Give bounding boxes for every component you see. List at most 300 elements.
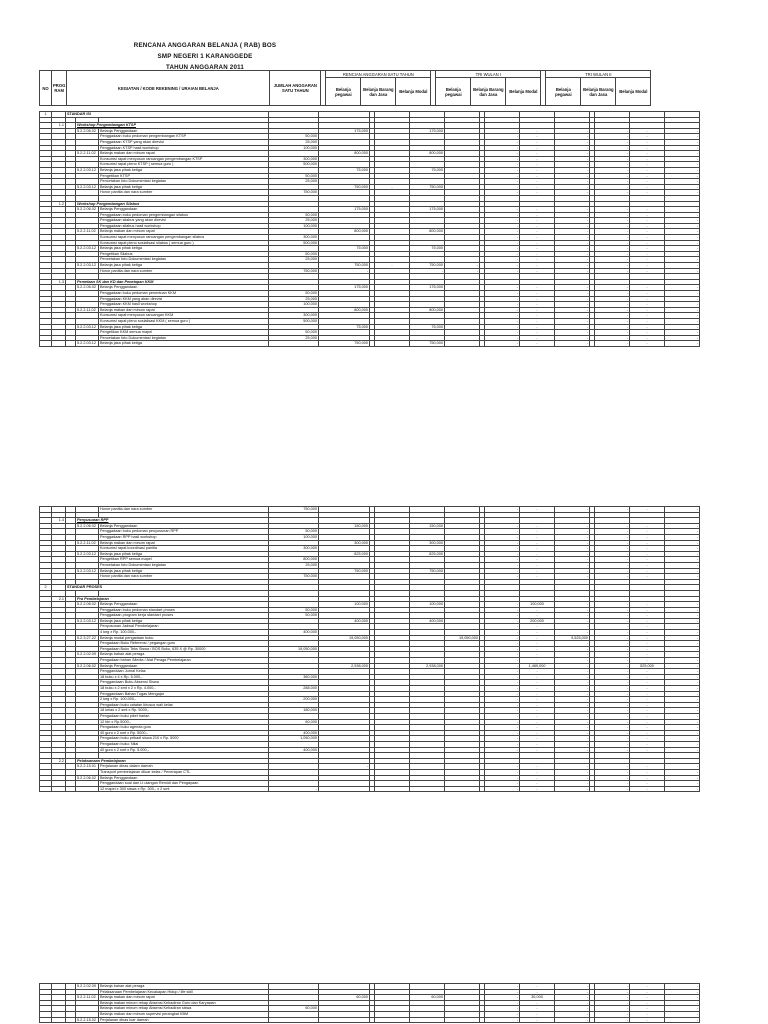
row-account-code: 5.2.2.06.02 (76, 663, 99, 669)
row-tw1-barang-jasa: - (520, 607, 555, 613)
row-tw2-pegawai: - (595, 268, 630, 274)
row-item-amount: 25,000 (269, 335, 319, 341)
row-tw2-pegawai: - (595, 313, 630, 319)
row-tw1-barang-jasa: - (520, 713, 555, 719)
sub-modal: Belanja Modal (616, 78, 651, 106)
row-description: Konsumsi rapat pleno sosialisasi silabus ( semua guru ) (99, 240, 269, 246)
row-description: Pengadaan buku piket harian (99, 713, 269, 719)
row-tw1-barang-jasa: - (520, 229, 555, 235)
row-tw2-barang-jasa: - (630, 318, 665, 324)
row-item-amount: 25,000 (269, 562, 319, 568)
row-tw2-modal: - (665, 313, 700, 319)
row-description: Belanja Penggandaan (99, 523, 269, 529)
row-description: Pengadaan buku agenda guru (99, 725, 269, 731)
row-tw2-pegawai: - (595, 134, 630, 140)
sub-barang-jasa: Belanja Barang dan Jasa (361, 78, 396, 106)
row-tw1-barang-jasa: - (520, 568, 555, 574)
row-annual-total: 800,000 (319, 229, 370, 235)
row-description: Belanja makan minum rekap Absensi Kehadiran siswa (99, 1006, 269, 1012)
row-tw1-barang-jasa: - (520, 167, 555, 173)
row-rencana-barang-jasa: 750,000 (410, 568, 445, 574)
row-tw1-barang-jasa: - (520, 1006, 555, 1012)
row-tw1-barang-jasa: - (520, 1000, 555, 1006)
row-tw1-modal: - (555, 702, 590, 708)
row-tw2-pegawai: - (595, 1017, 630, 1023)
row-tw2-pegawai: - (595, 534, 630, 540)
row-tw2-modal: - (665, 691, 700, 697)
row-tw2-modal: - (665, 769, 700, 775)
row-tw1-modal: - (555, 602, 590, 608)
row-description: Pengetikan KTSP (99, 173, 269, 179)
row-tw1-modal: - (555, 786, 590, 792)
row-tw2-modal: - (665, 652, 700, 658)
row-item-amount: 400,000 (269, 630, 319, 636)
row-tw1-modal: - (555, 669, 590, 675)
row-account-code: 5.2.2.06.02 (76, 523, 99, 529)
row-tw1-pegawai: - (485, 529, 520, 535)
row-description: Pengetikan KKM semua mapel (99, 330, 269, 336)
row-tw2-modal: - (665, 546, 700, 552)
row-tw2-barang-jasa: - (630, 630, 665, 636)
row-description: Belanja Penggandaan (99, 207, 269, 213)
row-tw2-pegawai: - (595, 691, 630, 697)
row-tw1-barang-jasa: - (520, 646, 555, 652)
row-tw2-barang-jasa: - (630, 697, 665, 703)
row-tw1-modal: - (555, 618, 590, 624)
row-tw2-barang-jasa: - (630, 307, 665, 313)
row-tw1-pegawai: - (485, 652, 520, 658)
row-item-amount: 300,000 (269, 235, 319, 241)
row-item-amount: 1,050,000 (269, 736, 319, 742)
row-tw1-barang-jasa: - (520, 268, 555, 274)
row-description: Honor panitia dan nara sumber (99, 268, 269, 274)
row-description: Belanja makan dan minum supervisi perangkat KBM (99, 1011, 269, 1017)
row-item-amount: 25,000 (269, 139, 319, 145)
group-triwulan-1: TRI WULAN I (436, 71, 541, 78)
row-account-code: 5.2.2.11.02 (76, 229, 99, 235)
row-tw2-pegawai: - (595, 229, 630, 235)
row-tw2-barang-jasa: - (630, 1000, 665, 1006)
row-rencana-barang-jasa: 800,000 (410, 229, 445, 235)
row-tw1-modal: - (555, 190, 590, 196)
row-description: Penggandaan Jurnal Kelas (99, 669, 269, 675)
row-tw2-pegawai: - (595, 989, 630, 995)
row-tw2-modal: - (665, 179, 700, 185)
row-tw2-modal: - (665, 145, 700, 151)
row-tw2-pegawai: - (595, 546, 630, 552)
row-account-code: 5.2.2.11.02 (76, 540, 99, 546)
row-account-code: 5.2.2.06.02 (76, 602, 99, 608)
row-account-code: 5.2.2.03.12 (76, 551, 99, 557)
table-row (40, 341, 700, 347)
row-annual-total: 175,000 (319, 285, 370, 291)
row-tw1-pegawai: - (485, 984, 520, 990)
sub-barang-jasa: Belanja Barang dan Jasa (471, 78, 506, 106)
row-tw2-pegawai: - (595, 263, 630, 269)
row-tw2-modal: - (665, 523, 700, 529)
row-description: Konsumsi rapat menyusun rancangan pengembangan KTSP (99, 156, 269, 162)
row-tw1-pegawai: - (485, 285, 520, 291)
row-rencana-barang-jasa: 400,000 (410, 618, 445, 624)
row-description: Belanja makan dan minum rapat (99, 151, 269, 157)
row-tw2-pegawai: - (595, 747, 630, 753)
row-tw2-barang-jasa: - (630, 741, 665, 747)
row-description: Pencetakan foto Dokumentasi kegiatan (99, 179, 269, 185)
row-tw2-barang-jasa: - (630, 551, 665, 557)
row-rencana-barang-jasa: 800,000 (410, 151, 445, 157)
row-tw1-pegawai: - (485, 330, 520, 336)
row-tw2-barang-jasa: - (630, 658, 665, 664)
row-tw1-pegawai: - (485, 507, 520, 513)
row-tw1-pegawai: - (485, 341, 520, 347)
row-tw1-barang-jasa: - (520, 736, 555, 742)
row-item-amount: 180,000 (269, 708, 319, 714)
row-annual-total (319, 786, 370, 792)
row-tw1-barang-jasa: - (520, 190, 555, 196)
row-tw1-modal: - (555, 167, 590, 173)
row-program (52, 341, 66, 347)
row-tw1-modal: - (555, 764, 590, 770)
row-program: 2.1 (52, 596, 66, 602)
row-tw1-pegawai: - (485, 551, 520, 557)
row-item-amount: 60,000 (269, 719, 319, 725)
row-tw2-pegawai: - (595, 330, 630, 336)
row-item-amount: 25,000 (269, 296, 319, 302)
row-tw2-modal: - (665, 713, 700, 719)
row-tw1-modal: - (555, 128, 590, 134)
row-tw1-pegawai: - (485, 318, 520, 324)
row-program: 2.2 (52, 758, 66, 764)
row-tw1-barang-jasa: - (520, 523, 555, 529)
row-tw1-pegawai: - (485, 291, 520, 297)
row-tw1-pegawai: - (485, 624, 520, 630)
row-tw1-barang-jasa: - (520, 212, 555, 218)
row-tw1-pegawai: - (485, 156, 520, 162)
row-tw2-modal: - (665, 697, 700, 703)
row-tw1-pegawai: - (485, 1011, 520, 1017)
row-tw2-pegawai: - (595, 618, 630, 624)
row-annual-total: 150,000 (319, 523, 370, 529)
row-tw1-pegawai: - (485, 179, 520, 185)
row-rencana-barang-jasa: 750,000 (410, 184, 445, 190)
row-tw2-pegawai: - (595, 769, 630, 775)
row-tw1-modal: - (555, 341, 590, 347)
row-tw2-barang-jasa: - (630, 235, 665, 241)
row-tw1-pegawai: - (485, 691, 520, 697)
row-tw2-modal: - (665, 562, 700, 568)
row-tw2-barang-jasa: - (630, 602, 665, 608)
row-rencana-barang-jasa: 150,000 (410, 523, 445, 529)
row-tw1-modal: - (555, 523, 590, 529)
row-tw2-barang-jasa: 525,000 (630, 663, 665, 669)
row-description: Belanja bahan alat peraga (99, 984, 269, 990)
row-tw1-pegawai: - (485, 646, 520, 652)
row-tw2-barang-jasa: - (630, 246, 665, 252)
row-tw1-modal: - (555, 540, 590, 546)
row-section-title: Workshop Pengembangan KTSP (76, 123, 269, 129)
row-tw2-pegawai: - (595, 781, 630, 787)
row-tw2-barang-jasa: - (630, 1017, 665, 1023)
row-tw1-barang-jasa: 200,000 (520, 618, 555, 624)
row-item-amount: 50,000 (269, 173, 319, 179)
col-kegiatan: KEGIATAN / KODE REKENING / URAIAN BELANJA (67, 71, 270, 106)
row-description: Pengadaan buku: Nilai (99, 741, 269, 747)
row-tw1-pegawai: - (485, 713, 520, 719)
row-item-amount: 400,000 (269, 747, 319, 753)
row-tw1-modal: - (555, 781, 590, 787)
row-tw2-modal: - (665, 307, 700, 313)
row-tw2-modal: - (665, 151, 700, 157)
row-tw1-modal: - (555, 318, 590, 324)
row-no: 1 (40, 112, 52, 118)
row-tw2-modal: - (665, 207, 700, 213)
row-item-amount: 500,000 (269, 318, 319, 324)
row-tw1-modal: - (555, 251, 590, 257)
row-rencana-barang-jasa: 60,000 (410, 995, 445, 1001)
row-tw1-pegawai: - (485, 725, 520, 731)
row-tw2-modal: - (665, 190, 700, 196)
row-tw2-modal: - (665, 781, 700, 787)
row-tw1-pegawai: - (485, 736, 520, 742)
row-tw1-modal: - (555, 1011, 590, 1017)
row-description: Belanja jasa pihak ketiga (99, 618, 269, 624)
row-tw1-barang-jasa: - (520, 318, 555, 324)
row-tw2-pegawai: - (595, 246, 630, 252)
row-tw2-pegawai: - (595, 635, 630, 641)
row-tw1-modal: - (555, 686, 590, 692)
row-item-amount: 60,000 (269, 1006, 319, 1012)
row-description: Penggandaan soal dan Lt ulangan Remidi dan Pengayaan (99, 781, 269, 787)
row-description: Belanja makan minum rekap Absensi Kehadiran Guru dan Karyawan (99, 1000, 269, 1006)
row-tw2-pegawai: - (595, 128, 630, 134)
row-tw1-modal: - (555, 179, 590, 185)
row-annual-total: 400,000 (319, 618, 370, 624)
budget-table-part-1 (39, 111, 700, 347)
row-tw1-barang-jasa: - (520, 747, 555, 753)
row-tw2-pegawai: - (595, 179, 630, 185)
row-tw2-barang-jasa: - (630, 618, 665, 624)
row-program (52, 1017, 66, 1023)
row-tw2-barang-jasa: - (630, 167, 665, 173)
row-tw1-modal: - (555, 207, 590, 213)
row-tw2-barang-jasa: - (630, 736, 665, 742)
row-tw1-modal: - (555, 302, 590, 308)
row-tw1-barang-jasa: - (520, 128, 555, 134)
row-item-amount: 25,000 (269, 257, 319, 263)
row-section-title: Pra Pembelajaran (76, 596, 269, 602)
row-tw2-barang-jasa: - (630, 680, 665, 686)
row-item-amount: 19,050,000 (269, 646, 319, 652)
row-tw1-pegawai: - (485, 562, 520, 568)
row-tw2-modal: - (665, 702, 700, 708)
row-tw2-modal: - (665, 529, 700, 535)
row-standard-title: STANDAR PROSES (66, 585, 269, 591)
row-rencana-barang-jasa (410, 1017, 445, 1023)
row-tw1-barang-jasa: - (520, 507, 555, 513)
row-program: 1.4 (52, 518, 66, 524)
row-program: 1.1 (52, 123, 66, 129)
row-item-amount: 50,000 (269, 291, 319, 297)
row-tw1-pegawai: - (485, 307, 520, 313)
row-rencana-barang-jasa: 75,000 (410, 167, 445, 173)
row-description: Pencetakan foto Dokumentasi kegiatan (99, 335, 269, 341)
row-tw1-pegawai: - (485, 546, 520, 552)
row-description: Belanja makan dan minum rapat (99, 540, 269, 546)
row-tw2-barang-jasa: - (630, 786, 665, 792)
row-tw1-modal: - (555, 719, 590, 725)
row-description: Belanja jasa pihak ketiga (99, 184, 269, 190)
row-tw1-pegawai: - (485, 190, 520, 196)
row-account-code: 5.2.2.11.02 (76, 307, 99, 313)
row-description: Penggandaan Buku Absensi Siswa (99, 680, 269, 686)
row-rencana-barang-jasa: 750,000 (410, 341, 445, 347)
row-tw2-barang-jasa: - (630, 335, 665, 341)
row-tw1-modal: - (555, 646, 590, 652)
row-tw2-modal: - (665, 775, 700, 781)
row-tw2-modal: - (665, 747, 700, 753)
row-tw1-pegawai: - (485, 989, 520, 995)
row-tw2-modal: - (665, 235, 700, 241)
row-tw1-pegawai: - (485, 173, 520, 179)
row-description: Belanja makan dan minum rapat (99, 995, 269, 1001)
row-tw2-barang-jasa: - (630, 179, 665, 185)
row-tw1-pegawai: - (485, 607, 520, 613)
row-item-amount: 750,000 (269, 190, 319, 196)
row-spacer (66, 1017, 76, 1023)
sub-barang-jasa: Belanja Barang dan Jasa (581, 78, 616, 106)
row-tw1-pegawai: - (485, 663, 520, 669)
row-tw2-modal: - (665, 618, 700, 624)
row-account-code: 5.2.2.03.12 (76, 568, 99, 574)
row-tw2-barang-jasa: - (630, 184, 665, 190)
row-tw1-barang-jasa: 30,000 (520, 995, 555, 1001)
row-tw1-pegawai: - (485, 557, 520, 563)
row-tw2-pegawai: - (595, 562, 630, 568)
row-tw1-barang-jasa: - (520, 313, 555, 319)
row-description: 18 buku x 4 x Rp. 5.000,- (99, 674, 269, 680)
table-row (40, 786, 700, 792)
row-tw1-modal: - (555, 769, 590, 775)
row-tw2-modal: - (665, 291, 700, 297)
row-tw2-barang-jasa: - (630, 568, 665, 574)
row-tw1-barang-jasa: - (520, 251, 555, 257)
row-tw1-modal: - (555, 313, 590, 319)
row-tw1-pegawai: - (485, 134, 520, 140)
row-tw2-barang-jasa: - (630, 674, 665, 680)
row-tw2-barang-jasa: - (630, 296, 665, 302)
row-tw1-barang-jasa: - (520, 223, 555, 229)
row-tw2-pegawai: - (595, 240, 630, 246)
row-tw1-barang-jasa: - (520, 680, 555, 686)
row-tw1-modal: - (555, 162, 590, 168)
row-annual-total: 175,000 (319, 128, 370, 134)
row-tw2-pegawai: - (595, 658, 630, 664)
row-rencana-barang-jasa: 175,000 (410, 285, 445, 291)
row-tw1-pegawai: - (485, 229, 520, 235)
row-tw2-pegawai: - (595, 139, 630, 145)
row-tw2-pegawai: - (595, 741, 630, 747)
row-tw1-pegawai: - (485, 302, 520, 308)
row-item-amount: 750,000 (269, 268, 319, 274)
row-description: Konsumsi rapat menyusun rancangan KKM (99, 313, 269, 319)
row-tw1-barang-jasa: - (520, 540, 555, 546)
row-tw1-barang-jasa: - (520, 291, 555, 297)
row-tw1-barang-jasa: 100,000 (520, 602, 555, 608)
row-tw1-barang-jasa: - (520, 139, 555, 145)
row-tw1-pegawai: - (485, 686, 520, 692)
row-tw2-modal: - (665, 607, 700, 613)
row-description: Belanja jasa pihak ketiga (99, 263, 269, 269)
row-tw1-modal: - (555, 307, 590, 313)
row-account-code (76, 786, 99, 792)
row-tw2-barang-jasa: - (630, 128, 665, 134)
row-item-amount: 50,000 (269, 529, 319, 535)
row-tw2-pegawai: - (595, 686, 630, 692)
row-item-amount: 300,000 (269, 546, 319, 552)
row-tw1-modal: - (555, 1017, 590, 1023)
row-tw2-modal: - (665, 613, 700, 619)
row-tw2-pegawai: - (595, 786, 630, 792)
row-tw1-barang-jasa: - (520, 184, 555, 190)
row-tw1-barang-jasa: - (520, 162, 555, 168)
row-standard-title: STANDAR ISI (66, 112, 269, 118)
row-tw2-pegawai: - (595, 680, 630, 686)
row-tw1-barang-jasa: - (520, 296, 555, 302)
row-tw1-barang-jasa: - (520, 989, 555, 995)
doc-title-1: RENCANA ANGGARAN BELANJA ( RAB) BOS (133, 42, 277, 49)
row-tw2-modal: - (665, 568, 700, 574)
row-item-amount: 50,000 (269, 134, 319, 140)
row-tw1-barang-jasa: - (520, 624, 555, 630)
row-tw2-barang-jasa: - (630, 507, 665, 513)
row-tw1-pegawai: - (485, 324, 520, 330)
row-tw2-modal: - (665, 669, 700, 675)
row-tw1-modal: - (555, 173, 590, 179)
row-account-code: 5.2.2.02.09 (76, 652, 99, 658)
row-tw2-modal: - (665, 184, 700, 190)
row-account-code: 5.2.2.06.02 (76, 285, 99, 291)
row-tw1-modal: - (555, 246, 590, 252)
row-annual-total: 2,938,000 (319, 663, 370, 669)
row-tw2-barang-jasa: - (630, 139, 665, 145)
row-tw2-pegawai: - (595, 162, 630, 168)
row-item-amount: 800,000 (269, 557, 319, 563)
row-tw1-pegawai: - (485, 268, 520, 274)
row-tw2-pegawai: - (595, 613, 630, 619)
row-description: Penggadaan program kerja standart proses (99, 613, 269, 619)
row-tw2-barang-jasa: - (630, 151, 665, 157)
row-annual-total: 60,000 (319, 995, 370, 1001)
row-tw2-barang-jasa: - (630, 190, 665, 196)
row-tw2-pegawai: - (595, 775, 630, 781)
row-tw1-modal: - (555, 1006, 590, 1012)
row-tw2-modal: - (665, 730, 700, 736)
row-tw1-barang-jasa: - (520, 702, 555, 708)
row-tw1-barang-jasa: - (520, 134, 555, 140)
row-spacer (66, 786, 76, 792)
row-no (40, 786, 52, 792)
row-account-code: 5.2.2.03.12 (76, 618, 99, 624)
row-item-amount: 25,000 (269, 218, 319, 224)
row-tw1-pegawai: - (485, 747, 520, 753)
row-tw1-modal: - (555, 574, 590, 580)
row-tw1-modal: - (555, 984, 590, 990)
row-tw1-barang-jasa: - (520, 207, 555, 213)
row-description: Belanja makan dan minum rapat (99, 307, 269, 313)
row-tw1-barang-jasa: - (520, 546, 555, 552)
row-tw1-modal: - (555, 529, 590, 535)
row-tw2-pegawai: - (595, 341, 630, 347)
